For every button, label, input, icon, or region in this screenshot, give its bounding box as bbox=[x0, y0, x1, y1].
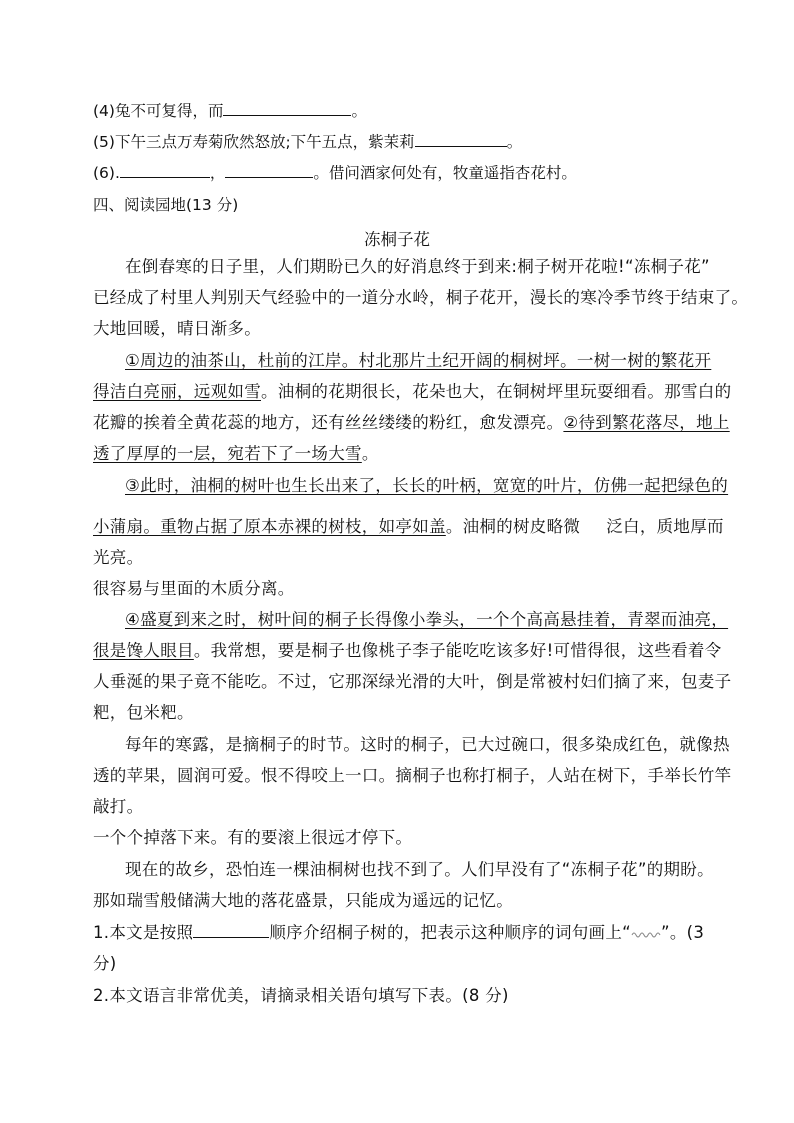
p1-line-1: 在倒春寒的日子里，人们期盼已久的好消息终于到来:桐子树开花啦!“冻桐子花” bbox=[125, 257, 710, 276]
q1-suffix: ”。(3 bbox=[661, 923, 705, 942]
q1-middle: 顺序介绍桐子树的，把表示这种顺序的词句画上“ bbox=[269, 923, 631, 942]
p2-underlined-sentence-2: ②待到繁花落尽，地上 bbox=[563, 413, 730, 432]
p4-line-3: 人垂涎的果子竟不能吃。不过，它那深绿光滑的大叶，倒是常被村妇们摘了来，包麦子 bbox=[93, 672, 732, 691]
p4-line-2 bbox=[93, 640, 722, 662]
item5-end: 。 bbox=[506, 133, 523, 151]
p2-line-1 bbox=[125, 350, 711, 372]
p1-line-2: 已经成了村里人判别天气经验中的一道分水岭，桐子花开，漫长的寒冷季节终于结束了。 bbox=[93, 288, 749, 307]
p4-line-4: 粑，包米粑。 bbox=[93, 703, 194, 722]
item4-text: (4)兔不可复得，而 bbox=[93, 102, 224, 120]
answer-blank[interactable] bbox=[225, 162, 313, 178]
p4-underlined-sentence: ④盛夏到来之时，树叶间的桐子长得像小拳头，一个个高高悬挂着，青翠而油亮， bbox=[125, 610, 729, 629]
item6-sep: ， bbox=[209, 164, 226, 182]
p3-underlined-sentence-end: 小蒲扇。重物占据了原本赤裸的树枝，如亭如盖 bbox=[93, 517, 446, 536]
p4-line-1 bbox=[125, 609, 728, 631]
article-title: 冻桐子花 bbox=[364, 230, 430, 249]
p6-line-1: 现在的故乡，恐怕连一棵油桐树也找不到了。人们早没有了“冻桐子花”的期盼。 bbox=[125, 860, 714, 879]
p3-text-2: 泛白，质地厚而 bbox=[606, 517, 724, 536]
p1-line-3: 大地回暖，晴日渐多。 bbox=[93, 319, 261, 338]
wavy-underline-icon bbox=[631, 930, 661, 938]
answer-blank[interactable] bbox=[193, 922, 269, 938]
question-1-cont: 分) bbox=[93, 954, 117, 973]
item6-end: 。借问酒家何处有，牧童遥指杏花村。 bbox=[313, 164, 577, 182]
p2-line-2 bbox=[93, 381, 731, 403]
p2-line-3 bbox=[93, 412, 730, 434]
p5-line-1: 每年的寒露，是摘桐子的时节。这时的桐子，已大过碗口，很多染成红色，就像热 bbox=[125, 735, 730, 754]
p5-line-2: 透的苹果，圆润可爱。恨不得咬上一口。摘桐子也称打桐子，人站在树下，手举长竹竿 bbox=[93, 766, 732, 785]
q1-prefix: 1.本文是按照 bbox=[93, 923, 194, 942]
p5-line-3: 敲打。 bbox=[93, 797, 144, 816]
section-heading: 四、阅读园地(13 分) bbox=[93, 196, 239, 214]
question-2: 2.本文语言非常优美，请摘录相关语句填写下表。(8 分) bbox=[93, 986, 509, 1005]
p2-period: 。 bbox=[361, 444, 379, 463]
fill-blank-item-6 bbox=[93, 162, 577, 184]
p5-line-4: 一个个掉落下来。有的要滚上很远才停下。 bbox=[93, 828, 413, 847]
question-1 bbox=[93, 922, 704, 944]
answer-blank[interactable] bbox=[120, 162, 210, 178]
p3-line-3: 光亮。 bbox=[93, 548, 144, 567]
p4-underlined-sentence-end: 很是馋人眼目 bbox=[93, 641, 194, 660]
p3-line-2 bbox=[93, 516, 724, 538]
p2-text: 。油桐的花期很长，花朵也大，在铜树坪里玩耍细看。那雪白的 bbox=[261, 382, 732, 401]
p3-underlined-sentence: ③此时，油桐的树叶也生长出来了，长长的叶柄，宽宽的叶片，仿佛一起把绿色的 bbox=[125, 476, 729, 495]
fill-blank-item-5 bbox=[93, 131, 522, 153]
answer-blank[interactable] bbox=[415, 131, 507, 147]
fill-blank-item-4 bbox=[93, 100, 367, 122]
p2-underlined-sentence-1: ①周边的油茶山，杜前的江岸。村北那片土纪开阔的桐树坪。一树一树的繁花开 bbox=[125, 351, 712, 370]
item4-end: 。 bbox=[351, 102, 367, 120]
p2-underlined-sentence-2-end: 透了厚厚的一层，宛若下了一场大雪 bbox=[93, 444, 362, 463]
p3-text: 。油桐的树皮略微 bbox=[445, 517, 581, 536]
p4-text: 。我常想，要是桐子也像桃子李子能吃吃该多好!可惜得很，这些看着令 bbox=[193, 641, 722, 660]
p3-line-4: 很容易与里面的木质分离。 bbox=[93, 579, 295, 598]
p2-text-2: 花瓣的挨着全黄花蕊的地方，还有丝丝缕缕的粉红，愈发漂亮。 bbox=[93, 413, 564, 432]
p6-line-2: 那如瑞雪般储满大地的落花盛景，只能成为遥远的记忆。 bbox=[93, 891, 513, 910]
item5-text: (5)下午三点万寿菊欣然怒放;下午五点，紫茉莉 bbox=[93, 133, 415, 151]
item6-text: (6). bbox=[93, 164, 120, 182]
answer-blank[interactable] bbox=[223, 100, 351, 116]
p2-line-4 bbox=[93, 443, 379, 465]
p2-underlined-sentence-1-end: 得洁白亮丽，远观如雪 bbox=[93, 382, 261, 401]
p3-line-1 bbox=[125, 475, 728, 497]
